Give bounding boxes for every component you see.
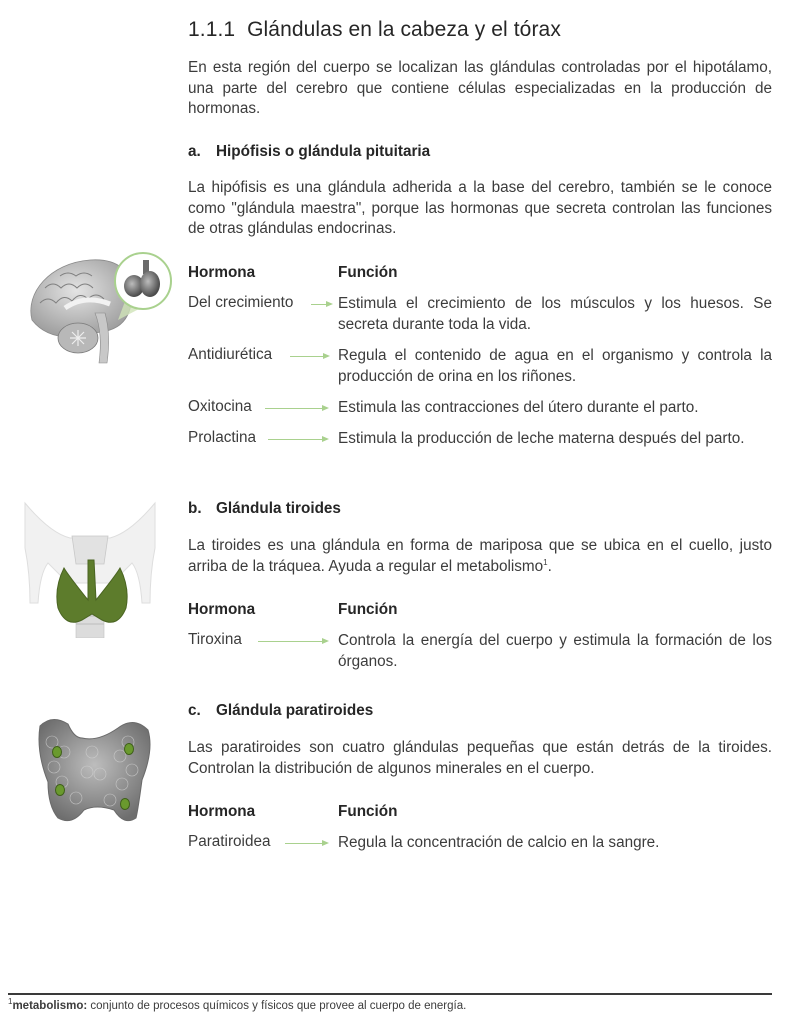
footnote-number: 1 — [8, 997, 13, 1006]
hormone-function: Estimula el crecimiento de los músculos y los huesos. Se secreta durante toda la vida. — [338, 295, 772, 333]
column-header-function: Función — [338, 803, 398, 820]
hormone-name: Antidiurética — [188, 346, 273, 363]
subsection-letter: b. — [188, 500, 202, 517]
subsection-heading-thyroid — [188, 500, 341, 518]
subsection-heading-pituitary — [188, 143, 430, 161]
hormone-name: Tiroxina — [188, 631, 242, 648]
footnote-term: metabolismo: — [12, 999, 88, 1012]
arrow-icon — [258, 641, 327, 642]
section-number: 1.1.1 — [188, 18, 236, 41]
hormone-name: Oxitocina — [188, 398, 252, 415]
column-header-hormone: Hormona — [188, 601, 256, 618]
footnote — [8, 997, 466, 1012]
subsection-letter: a. — [188, 143, 201, 160]
column-header-hormone: Hormona — [188, 803, 256, 820]
subsection-title: Glándula paratiroides — [216, 702, 374, 719]
section-title-text: Glándulas en la cabeza y el tórax — [247, 18, 561, 41]
parathyroid-description: Las paratiroides son cuatro glándulas pequeñas que están detrás de la tiroides. Controlan la distribución de algunos minerales en el cuerpo. — [188, 739, 772, 777]
pituitary-description: La hipófisis es una glándula adherida a la base del cerebro, también se le conoce como "glándula maestra", porque las hormonas que secreta controlan las funciones de otras glándulas endocrinas. — [188, 179, 772, 237]
hormone-function: Regula el contenido de agua en el organismo y controla la producción de orina en los riñones. — [338, 347, 772, 385]
arrow-icon — [290, 356, 328, 357]
column-header-function: Función — [338, 264, 398, 281]
parathyroid-illustration — [32, 712, 154, 824]
arrow-icon — [285, 843, 327, 844]
column-header-function: Función — [338, 601, 398, 618]
hormone-name: Del crecimiento — [188, 294, 294, 311]
parathyroid-gland-dot — [125, 744, 134, 755]
footnote-ref[interactable]: 1 — [543, 557, 548, 567]
footnote-text: conjunto de procesos químicos y físicos que provee al cuerpo de energía. — [87, 999, 467, 1012]
hormone-name: Paratiroidea — [188, 833, 271, 850]
column-header-hormone: Hormona — [188, 264, 256, 281]
subsection-letter: c. — [188, 702, 201, 719]
arrow-icon — [265, 408, 327, 409]
arrow-icon — [268, 439, 327, 440]
subsection-title: Glándula tiroides — [216, 500, 341, 517]
subsection-title: Hipófisis o glándula pituitaria — [216, 143, 431, 160]
hormone-name: Prolactina — [188, 429, 257, 446]
parathyroid-gland-dot — [121, 799, 130, 810]
footnote-divider — [8, 993, 772, 995]
hormone-function: Controla la energía del cuerpo y estimula la formación de los órganos. — [338, 632, 772, 670]
subsection-heading-parathyroid — [188, 702, 373, 720]
hormone-function: Regula la concentración de calcio en la sangre. — [338, 834, 660, 851]
hormone-function: Estimula la producción de leche materna después del parto. — [338, 430, 745, 447]
parathyroid-gland-dot — [56, 785, 65, 796]
section-title — [188, 18, 561, 42]
parathyroid-gland-dot — [53, 747, 62, 758]
section-intro: En esta región del cuerpo se localizan las glándulas controladas por el hipotálamo, una parte del cerebro que contiene células especializadas en la producción de hormonas. — [188, 59, 772, 117]
thyroid-description: La tiroides es una glándula en forma de mariposa que se ubica en el cuello, justo arriba de la tráquea. Ayuda a regular el metabolismo$^1$. — [188, 537, 772, 575]
arrow-icon — [311, 304, 331, 305]
thyroid-illustration — [20, 498, 160, 638]
brain-pituitary-illustration — [20, 248, 180, 373]
hormone-function: Estimula las contracciones del útero durante el parto. — [338, 399, 699, 416]
